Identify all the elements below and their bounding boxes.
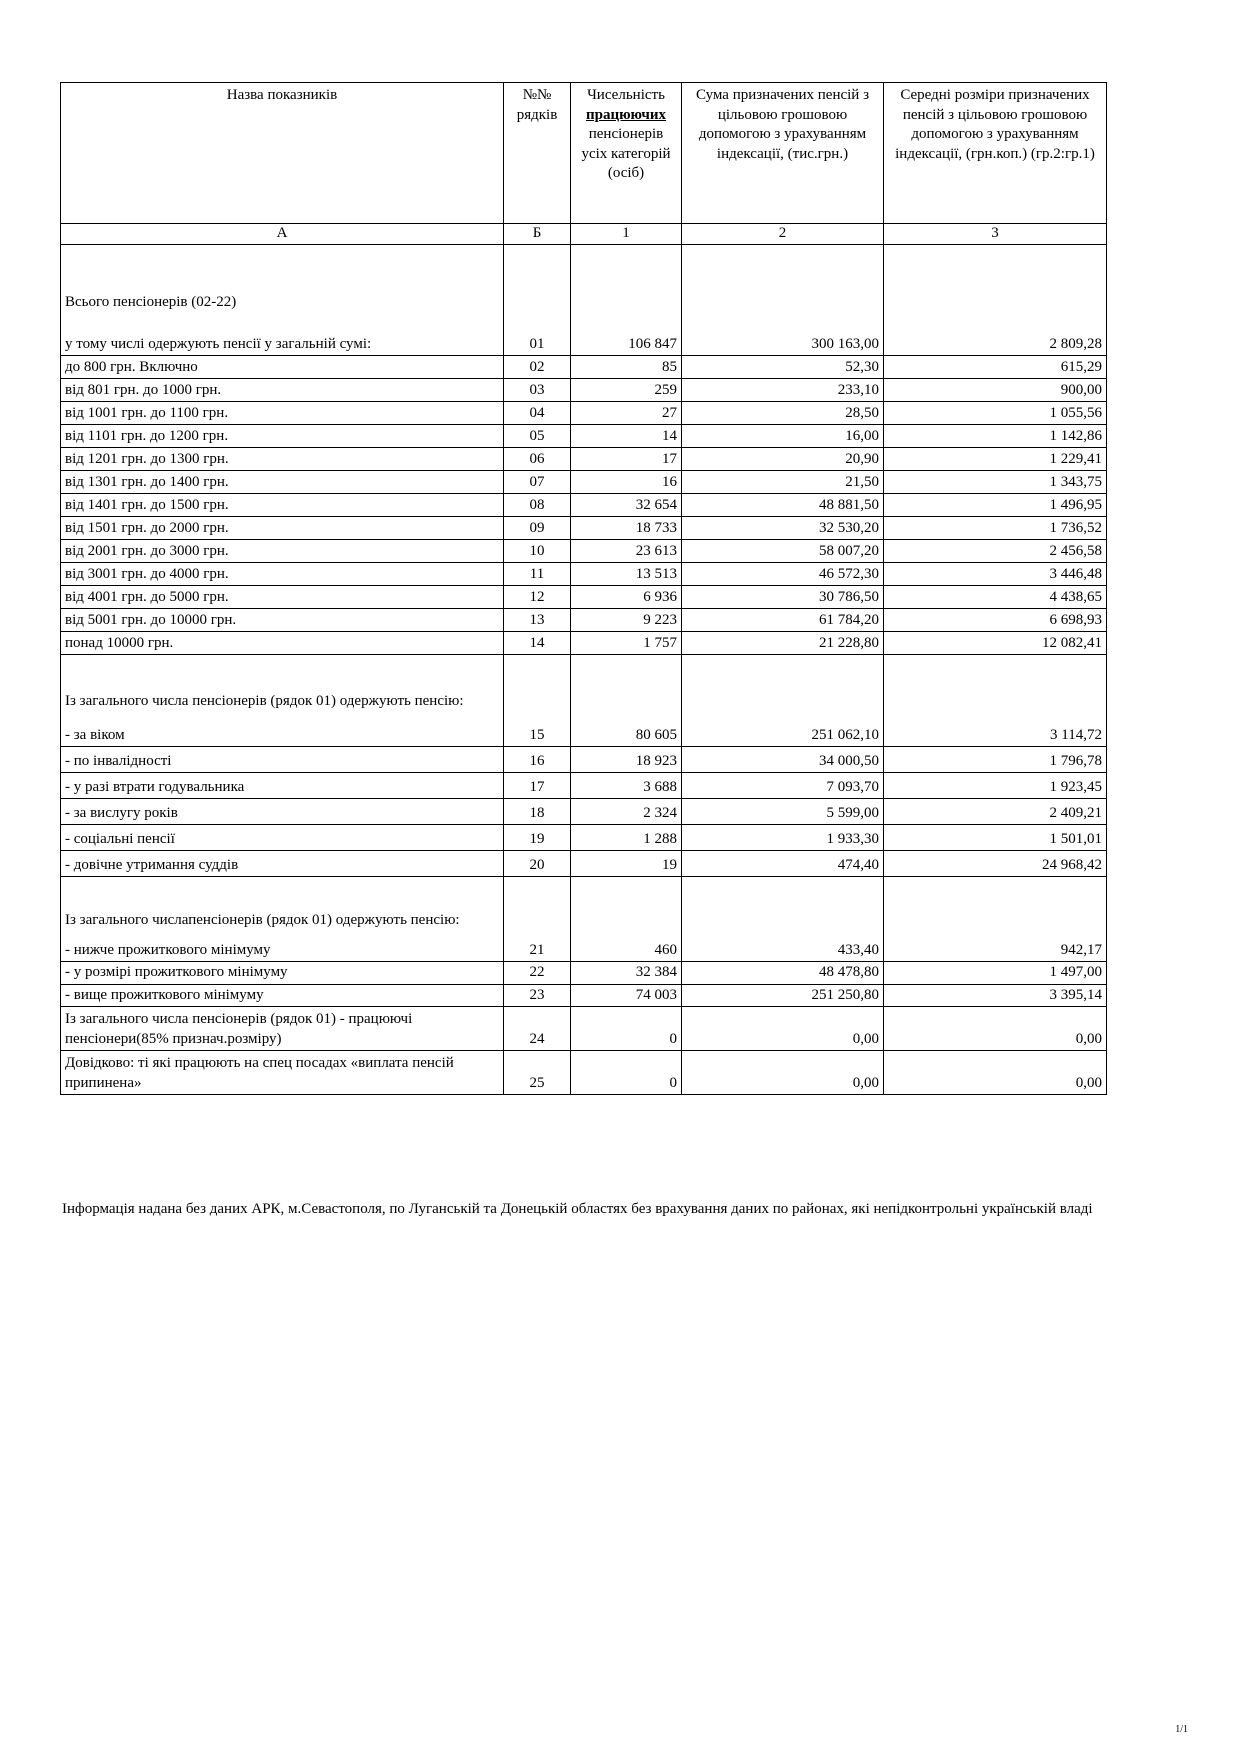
cell-average-pension: 900,00 [884, 379, 1107, 402]
cell-working-count: 17 [571, 448, 682, 471]
table-row [61, 448, 1107, 471]
cell-pension-sum: 251 062,10 [682, 655, 884, 747]
table-row [61, 494, 1107, 517]
cell-pension-sum: 7 093,70 [682, 773, 884, 799]
table-row [61, 563, 1107, 586]
bracket-rows [61, 356, 1107, 655]
cell-working-count: 14 [571, 425, 682, 448]
table-row [61, 799, 1107, 825]
row-number: 11 [504, 563, 571, 586]
row-number: 24 [504, 1007, 571, 1051]
row-label: від 1101 грн. до 1200 грн. [61, 425, 504, 448]
cell-average-pension: 1 229,41 [884, 448, 1107, 471]
footnote: Інформація надана без даних АРК, м.Севастополя, по Луганській та Донецькій областях без врахування даних по районах, які непідконтрольні українській владі [62, 1201, 1093, 1217]
pension-report-table [60, 82, 1107, 1095]
header-working-count-bold: працюючих [585, 106, 667, 123]
cell-working-count: 32 384 [571, 962, 682, 985]
row-number: 01 [504, 245, 571, 356]
cell-average-pension: 3 114,72 [884, 655, 1107, 747]
cell-working-count: 16 [571, 471, 682, 494]
row-number: 23 [504, 984, 571, 1007]
types-caption: Із загального числа пенсіонерів (рядок 01) одержують пенсію: [65, 693, 464, 709]
row-label [61, 655, 504, 747]
cell-working-count: 18 923 [571, 747, 682, 773]
column-letter: 3 [884, 224, 1107, 245]
table-row [61, 851, 1107, 877]
table-row [61, 425, 1107, 448]
row-number: 15 [504, 655, 571, 747]
cell-average-pension: 3 446,48 [884, 563, 1107, 586]
row-label: понад 10000 грн. [61, 632, 504, 655]
row-number: 12 [504, 586, 571, 609]
cell-working-count: 0 [571, 1007, 682, 1051]
cell-working-count: 32 654 [571, 494, 682, 517]
table-row [61, 517, 1107, 540]
row-number: 04 [504, 402, 571, 425]
minimum-caption: Із загального числапенсіонерів (рядок 01) одержують пенсію: [65, 912, 460, 928]
row-label: - у разі втрати годувальника [61, 773, 504, 799]
table-row-types-first [61, 655, 1107, 747]
total-caption: Всього пенсіонерів (02-22) [65, 294, 237, 310]
table-row [61, 962, 1107, 985]
cell-pension-sum: 21 228,80 [682, 632, 884, 655]
row-number: 03 [504, 379, 571, 402]
row-label [61, 877, 504, 962]
cell-pension-sum: 58 007,20 [682, 540, 884, 563]
row-label: - довічне утримання суддів [61, 851, 504, 877]
row-number: 06 [504, 448, 571, 471]
row-label [61, 245, 504, 356]
table-row [61, 984, 1107, 1007]
row-label: від 1201 грн. до 1300 грн. [61, 448, 504, 471]
cell-pension-sum: 48 881,50 [682, 494, 884, 517]
cell-pension-sum: 20,90 [682, 448, 884, 471]
header-row [61, 83, 1107, 224]
row-number: 22 [504, 962, 571, 985]
row-label: від 2001 грн. до 3000 грн. [61, 540, 504, 563]
cell-working-count: 13 513 [571, 563, 682, 586]
row-label: Із загального числа пенсіонерів (рядок 01) - працюючі пенсіонери(85% признач.розміру) [61, 1007, 504, 1051]
cell-pension-sum: 21,50 [682, 471, 884, 494]
total-label: у тому числі одержують пенсії у загальній сумі: [65, 335, 372, 352]
types-first-label: - за віком [65, 726, 125, 743]
cell-working-count: 2 324 [571, 799, 682, 825]
row-number: 21 [504, 877, 571, 962]
cell-working-count: 259 [571, 379, 682, 402]
row-number: 16 [504, 747, 571, 773]
row-number: 17 [504, 773, 571, 799]
row-label: від 1401 грн. до 1500 грн. [61, 494, 504, 517]
table-row [61, 356, 1107, 379]
row-number: 25 [504, 1051, 571, 1095]
minimum-rows [61, 962, 1107, 1007]
table-row [61, 747, 1107, 773]
table-row [61, 773, 1107, 799]
cell-working-count: 6 936 [571, 586, 682, 609]
cell-pension-sum: 433,40 [682, 877, 884, 962]
table-row [61, 586, 1107, 609]
cell-working-count: 80 605 [571, 655, 682, 747]
cell-average-pension: 24 968,42 [884, 851, 1107, 877]
row-number: 14 [504, 632, 571, 655]
table-row-reference [61, 1051, 1107, 1095]
cell-working-count: 9 223 [571, 609, 682, 632]
cell-working-count: 19 [571, 851, 682, 877]
row-number: 05 [504, 425, 571, 448]
cell-average-pension: 942,17 [884, 877, 1107, 962]
header-row-number: №№ рядків [504, 83, 571, 224]
cell-average-pension: 3 395,14 [884, 984, 1107, 1007]
page-number: 1/1 [1175, 1724, 1188, 1735]
cell-pension-sum: 0,00 [682, 1007, 884, 1051]
column-letter: Б [504, 224, 571, 245]
minimum-first-label: - нижче прожиткового мінімуму [65, 941, 271, 958]
cell-pension-sum: 16,00 [682, 425, 884, 448]
row-number: 19 [504, 825, 571, 851]
cell-average-pension: 615,29 [884, 356, 1107, 379]
cell-working-count: 27 [571, 402, 682, 425]
row-number: 07 [504, 471, 571, 494]
table-row-total [61, 245, 1107, 356]
cell-average-pension: 0,00 [884, 1051, 1107, 1095]
row-label: - вище прожиткового мінімуму [61, 984, 504, 1007]
header-pension-sum: Сума призначених пенсій з цільовою грошовою допомогою з урахуванням індексації, (тис.грн.) [682, 83, 884, 224]
column-letter: 1 [571, 224, 682, 245]
cell-pension-sum: 34 000,50 [682, 747, 884, 773]
column-letter: 2 [682, 224, 884, 245]
cell-average-pension: 2 456,58 [884, 540, 1107, 563]
cell-average-pension: 0,00 [884, 1007, 1107, 1051]
cell-average-pension: 4 438,65 [884, 586, 1107, 609]
cell-average-pension: 1 497,00 [884, 962, 1107, 985]
type-rows [61, 747, 1107, 877]
cell-average-pension: 1 796,78 [884, 747, 1107, 773]
cell-working-count: 85 [571, 356, 682, 379]
cell-average-pension: 12 082,41 [884, 632, 1107, 655]
cell-working-count: 74 003 [571, 984, 682, 1007]
cell-average-pension: 1 496,95 [884, 494, 1107, 517]
cell-pension-sum: 1 933,30 [682, 825, 884, 851]
row-number: 18 [504, 799, 571, 825]
row-label: - у розмірі прожиткового мінімуму [61, 962, 504, 985]
cell-average-pension: 1 923,45 [884, 773, 1107, 799]
column-letter: А [61, 224, 504, 245]
header-name: Назва показників [61, 83, 504, 224]
cell-pension-sum: 0,00 [682, 1051, 884, 1095]
row-number: 13 [504, 609, 571, 632]
cell-pension-sum: 251 250,80 [682, 984, 884, 1007]
header-working-count-post: пенсіонерів усіх категорій (осіб) [581, 126, 671, 181]
cell-working-count: 106 847 [571, 245, 682, 356]
cell-pension-sum: 61 784,20 [682, 609, 884, 632]
cell-average-pension: 1 501,01 [884, 825, 1107, 851]
row-label: від 1501 грн. до 2000 грн. [61, 517, 504, 540]
cell-pension-sum: 300 163,00 [682, 245, 884, 356]
table-row [61, 609, 1107, 632]
cell-working-count: 460 [571, 877, 682, 962]
table-row [61, 379, 1107, 402]
cell-pension-sum: 48 478,80 [682, 962, 884, 985]
cell-pension-sum: 46 572,30 [682, 563, 884, 586]
row-label: від 1001 грн. до 1100 грн. [61, 402, 504, 425]
cell-working-count: 1 757 [571, 632, 682, 655]
table-row-working [61, 1007, 1107, 1051]
row-label: - соціальні пенсії [61, 825, 504, 851]
row-number: 08 [504, 494, 571, 517]
table-row-minimum-first [61, 877, 1107, 962]
cell-pension-sum: 474,40 [682, 851, 884, 877]
row-label: від 3001 грн. до 4000 грн. [61, 563, 504, 586]
header-average-pension: Середні розміри призначених пенсій з цільовою грошовою допомогою з урахуванням індексації, (грн.коп.) (гр.2:гр.1) [884, 83, 1107, 224]
table-row [61, 825, 1107, 851]
header-working-count-pre: Чисельність [587, 87, 665, 103]
row-number: 10 [504, 540, 571, 563]
cell-average-pension: 6 698,93 [884, 609, 1107, 632]
cell-pension-sum: 32 530,20 [682, 517, 884, 540]
cell-pension-sum: 233,10 [682, 379, 884, 402]
cell-average-pension: 1 343,75 [884, 471, 1107, 494]
row-number: 20 [504, 851, 571, 877]
row-label: - за вислугу років [61, 799, 504, 825]
row-label: від 801 грн. до 1000 грн. [61, 379, 504, 402]
row-label: Довідково: ті які працюють на спец посадах «виплата пенсій припинена» [61, 1051, 504, 1095]
row-label: до 800 грн. Включно [61, 356, 504, 379]
cell-average-pension: 1 055,56 [884, 402, 1107, 425]
table-row [61, 471, 1107, 494]
row-label: від 4001 грн. до 5000 грн. [61, 586, 504, 609]
header-working-count [571, 83, 682, 224]
table-row [61, 632, 1107, 655]
cell-working-count: 18 733 [571, 517, 682, 540]
cell-working-count: 3 688 [571, 773, 682, 799]
table-row [61, 402, 1107, 425]
row-label: від 5001 грн. до 10000 грн. [61, 609, 504, 632]
row-number: 02 [504, 356, 571, 379]
cell-average-pension: 2 409,21 [884, 799, 1107, 825]
cell-pension-sum: 52,30 [682, 356, 884, 379]
column-letter-row [61, 224, 1107, 245]
cell-average-pension: 1 736,52 [884, 517, 1107, 540]
cell-pension-sum: 30 786,50 [682, 586, 884, 609]
row-label: від 1301 грн. до 1400 грн. [61, 471, 504, 494]
cell-working-count: 1 288 [571, 825, 682, 851]
cell-average-pension: 1 142,86 [884, 425, 1107, 448]
table-row [61, 540, 1107, 563]
cell-pension-sum: 5 599,00 [682, 799, 884, 825]
row-label: - по інвалідності [61, 747, 504, 773]
cell-average-pension: 2 809,28 [884, 245, 1107, 356]
cell-working-count: 23 613 [571, 540, 682, 563]
row-number: 09 [504, 517, 571, 540]
cell-pension-sum: 28,50 [682, 402, 884, 425]
cell-working-count: 0 [571, 1051, 682, 1095]
